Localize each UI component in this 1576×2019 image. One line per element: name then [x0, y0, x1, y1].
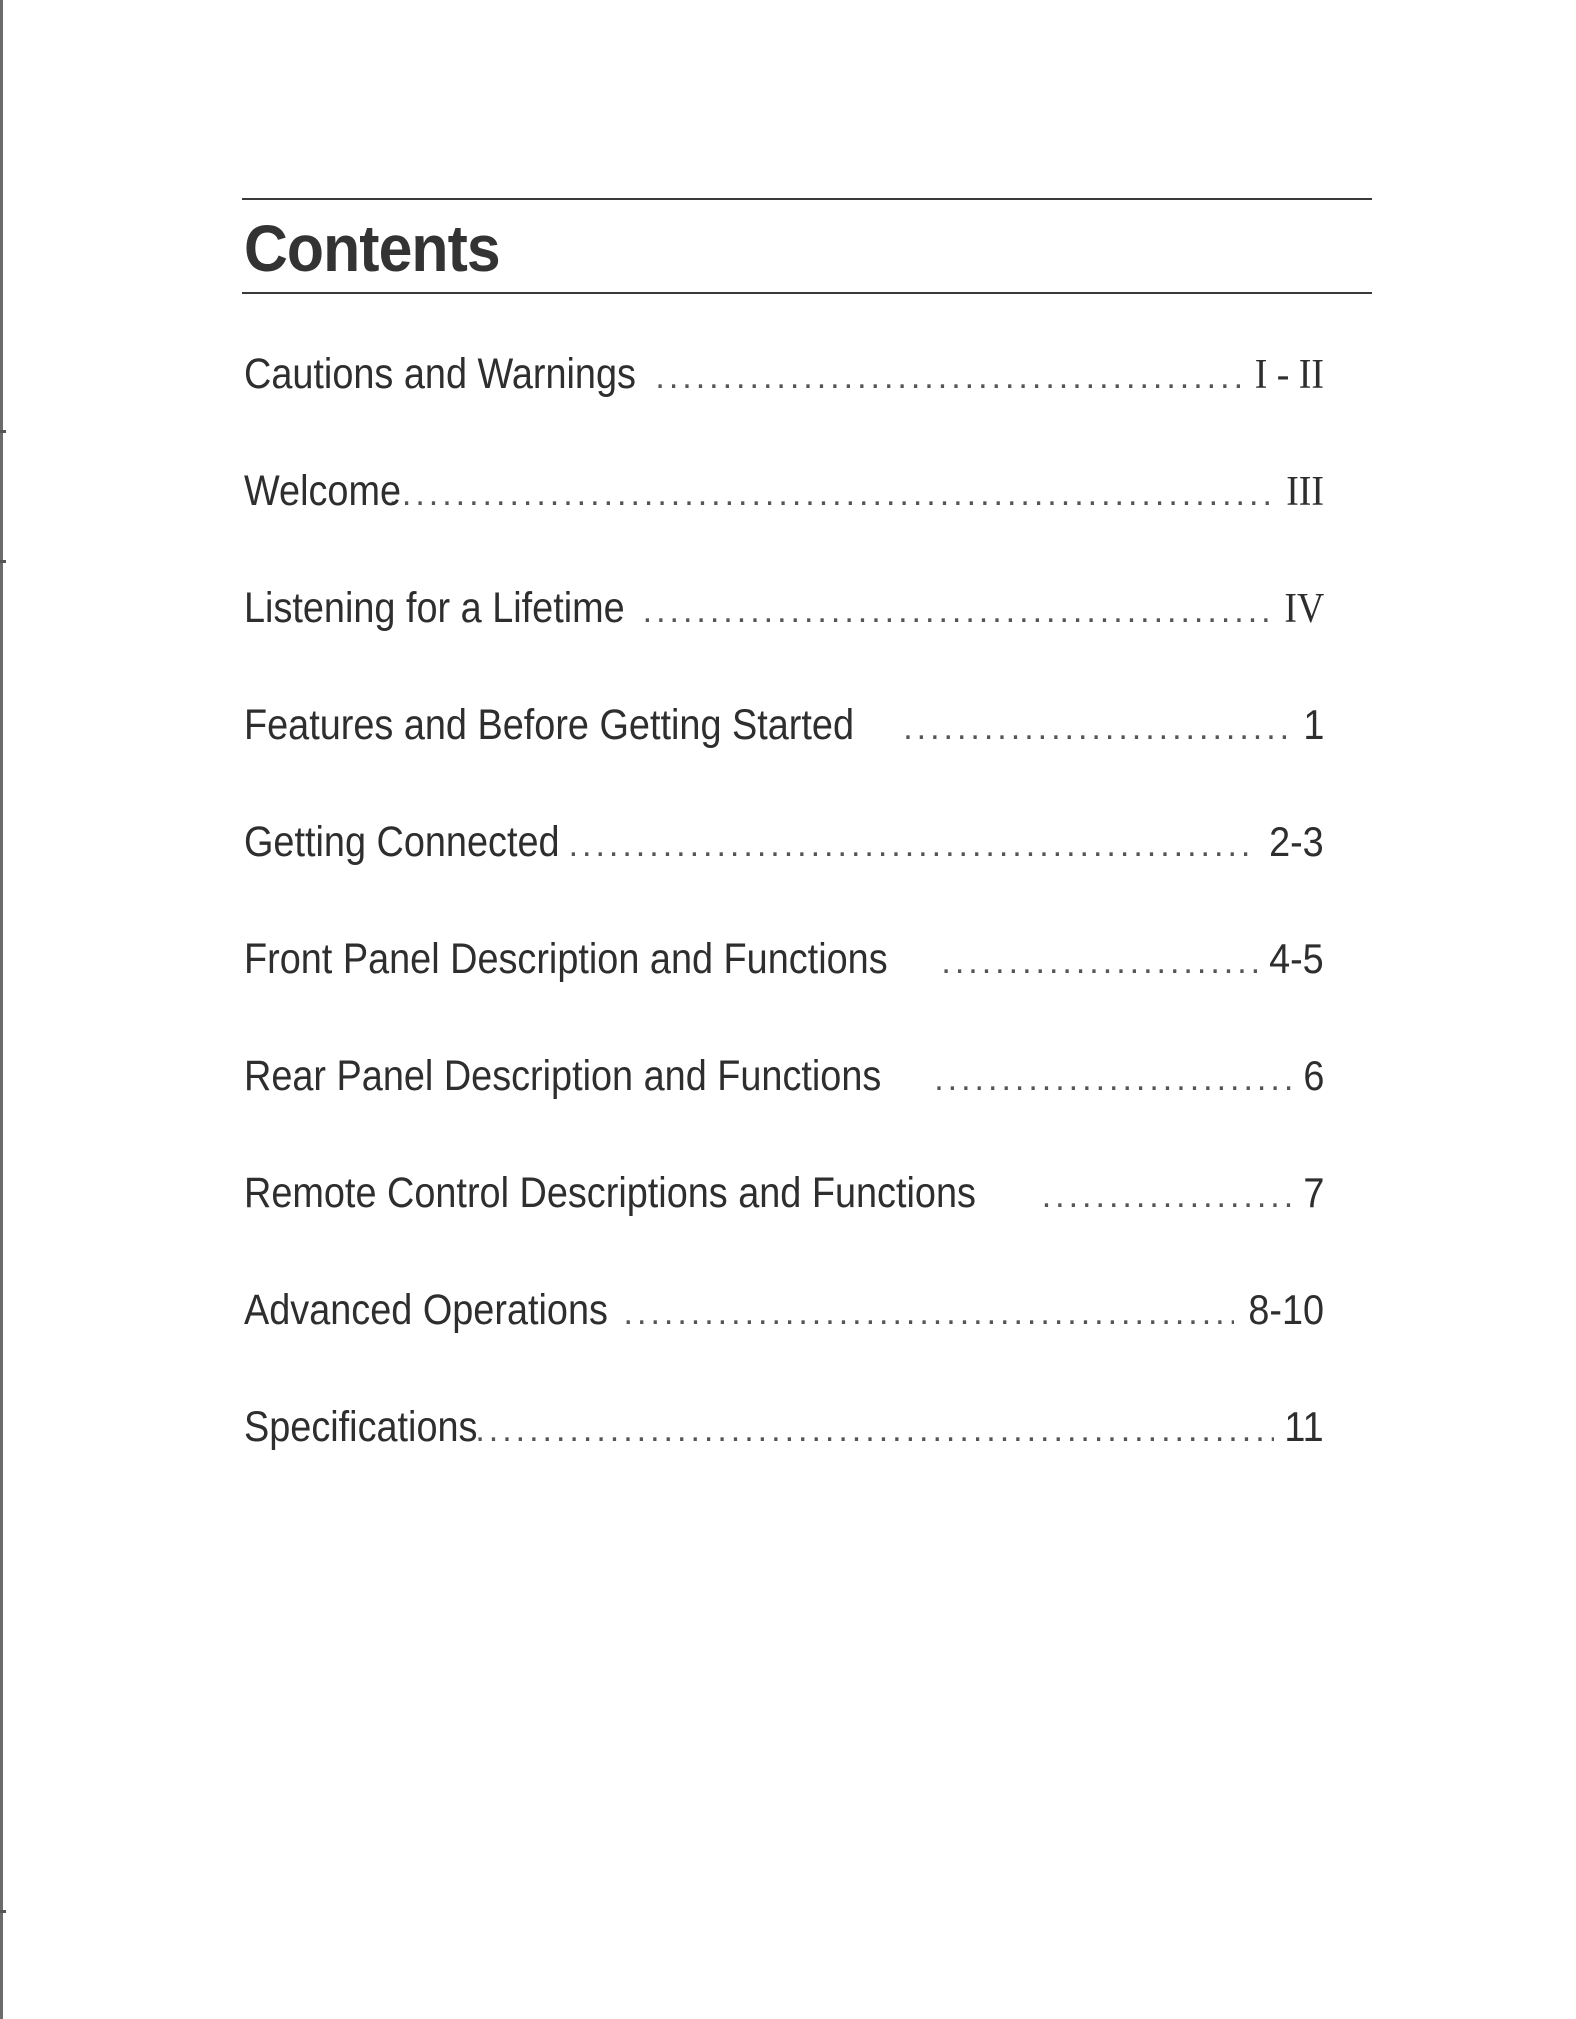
toc-entry-label: Advanced Operations	[244, 1286, 608, 1334]
toc-entry[interactable]	[244, 1403, 1324, 1520]
toc-entry-page: 1	[1302, 701, 1324, 748]
toc-entry-page: 8-10	[1248, 1286, 1324, 1333]
toc-leader-dots	[941, 943, 1257, 982]
toc-entry-label: Listening for a Lifetime	[244, 584, 625, 632]
toc-entry[interactable]	[244, 701, 1324, 818]
toc-leader-dots	[388, 475, 1276, 514]
toc-entry[interactable]	[244, 1286, 1324, 1403]
toc-entry-page: 6	[1302, 1052, 1324, 1099]
toc-entry-label: Front Panel Description and Functions	[244, 935, 888, 983]
toc-leader-dots	[475, 1411, 1274, 1450]
toc-entry[interactable]	[244, 467, 1324, 584]
toc-leader-dots	[569, 826, 1258, 865]
binding-mark	[0, 560, 6, 563]
toc-leader-dots	[1042, 1177, 1295, 1216]
toc-entry[interactable]	[244, 584, 1324, 701]
binding-mark	[0, 430, 6, 433]
toc-entry-page: 4-5	[1269, 935, 1324, 982]
toc-entry-page: 2-3	[1269, 818, 1324, 865]
toc-entry-page: 11	[1284, 1403, 1324, 1450]
toc-entry-label: Specifications	[244, 1403, 478, 1451]
binding-mark	[0, 1910, 6, 1913]
toc-entry-label: Cautions and Warnings	[244, 350, 636, 398]
toc-entry[interactable]	[244, 1169, 1324, 1286]
toc-entry[interactable]	[244, 818, 1324, 935]
toc-entry-page: 7	[1302, 1169, 1324, 1216]
title-top-rule	[242, 198, 1372, 200]
page-title: Contents	[244, 211, 500, 285]
toc-entry-label: Welcome	[244, 467, 402, 515]
toc-entry[interactable]	[244, 350, 1324, 467]
toc-leader-dots	[655, 358, 1241, 397]
toc-entry-page: III	[1286, 469, 1324, 515]
table-of-contents	[244, 350, 1324, 1520]
title-bottom-rule	[242, 292, 1372, 294]
toc-entry-page: IV	[1284, 586, 1324, 632]
toc-leader-dots	[624, 1294, 1234, 1333]
toc-entry-label: Rear Panel Description and Functions	[244, 1052, 882, 1100]
toc-entry[interactable]	[244, 935, 1324, 1052]
toc-leader-dots	[643, 592, 1274, 631]
toc-entry-page: I - II	[1254, 352, 1324, 398]
toc-entry-label: Getting Connected	[244, 818, 560, 866]
page-left-edge	[0, 0, 3, 2019]
toc-leader-dots	[934, 1060, 1294, 1099]
toc-leader-dots	[903, 709, 1294, 748]
toc-entry-label: Features and Before Getting Started	[244, 701, 855, 749]
toc-entry[interactable]	[244, 1052, 1324, 1169]
toc-entry-label: Remote Control Descriptions and Functions	[244, 1169, 976, 1217]
